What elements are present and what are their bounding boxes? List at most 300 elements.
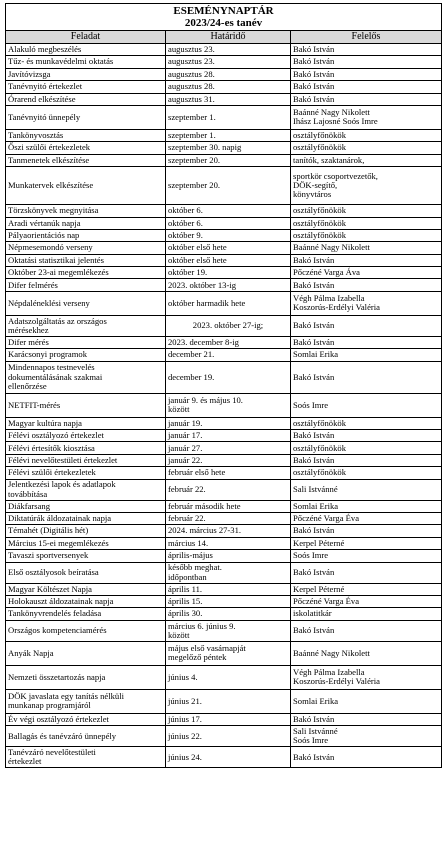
deadline-cell [166, 689, 291, 713]
deadline-cell [166, 537, 291, 549]
responsible-cell [291, 205, 442, 217]
responsible-cell [291, 608, 442, 620]
responsible-text: Bakó István [293, 279, 335, 290]
task-cell [6, 430, 166, 442]
responsible-cell [291, 620, 442, 641]
deadline-text: október első hete [168, 254, 227, 265]
deadline-cell [166, 229, 291, 241]
task-text: ellenőrzése [8, 380, 47, 391]
table-row [6, 361, 442, 393]
task-cell [6, 44, 166, 56]
responsible-text: Bakó István [293, 68, 335, 79]
responsible-text: Baánné Nagy Nikolett [293, 242, 370, 253]
task-text: Ballagás és tanévzáró ünnepély [8, 730, 117, 741]
table-row [6, 129, 442, 141]
task-text: Országos kompetenciamérés [8, 625, 107, 636]
responsible-cell [291, 454, 442, 466]
deadline-cell [166, 562, 291, 583]
responsible-text: könyvtáros [293, 189, 332, 200]
responsible-text: Bakó István [293, 566, 335, 577]
task-text: munkanap programjáról [8, 700, 91, 711]
deadline-cell [166, 336, 291, 348]
responsible-text: Végh Pálma Izabella [293, 667, 365, 678]
responsible-cell [291, 442, 442, 454]
responsible-text: Bakó István [293, 371, 335, 382]
table-row [6, 393, 442, 417]
task-cell [6, 608, 166, 620]
responsible-text: sportkör csoportvezetők, [293, 170, 378, 181]
deadline-cell [166, 454, 291, 466]
task-cell [6, 500, 166, 512]
task-text: Őszi szülői értekezletek [8, 142, 91, 153]
deadline-text: január 17. [168, 430, 203, 441]
table-row [6, 442, 442, 454]
deadline-text: időpontban [168, 571, 207, 582]
deadline-cell [166, 167, 291, 205]
task-text: értekezlet [8, 756, 42, 767]
deadline-text: szeptember 1. [168, 111, 216, 122]
responsible-text: osztályfőnökök [293, 142, 346, 153]
responsible-cell [291, 747, 442, 768]
table-row [6, 315, 442, 336]
task-cell [6, 726, 166, 747]
task-text: Témahét (Digitális hét) [8, 525, 89, 536]
task-cell [6, 454, 166, 466]
responsible-cell [291, 279, 442, 291]
deadline-text: megelőző péntek [168, 652, 227, 663]
header-row [6, 31, 442, 44]
responsible-cell [291, 583, 442, 595]
task-cell [6, 665, 166, 689]
task-cell [6, 689, 166, 713]
deadline-cell [166, 291, 291, 315]
deadline-cell [166, 393, 291, 417]
task-text: DÖK javaslata egy tanítás nélküli [8, 691, 124, 702]
deadline-cell [166, 583, 291, 595]
task-cell [6, 562, 166, 583]
task-text: Tanévzáró nevelőtestületi [8, 746, 96, 757]
responsible-cell [291, 713, 442, 725]
responsible-text: osztályfőnökök [293, 217, 346, 228]
responsible-cell [291, 349, 442, 361]
deadline-text: február 22. [168, 513, 206, 524]
responsible-text: Somlai Erika [293, 500, 339, 511]
responsible-cell [291, 105, 442, 129]
task-cell [6, 315, 166, 336]
deadline-cell [166, 641, 291, 665]
table-row [6, 726, 442, 747]
deadline-cell [166, 442, 291, 454]
responsible-text: Pőczéné Varga Éva [293, 513, 360, 524]
task-cell [6, 129, 166, 141]
responsible-text: Soós Imre [293, 550, 329, 561]
table-row [6, 336, 442, 348]
table-row [6, 93, 442, 105]
deadline-cell [166, 217, 291, 229]
responsible-text: Bakó István [293, 713, 335, 724]
task-text: Törzskönyvek megnyitása [8, 205, 99, 216]
deadline-text: május első vasárnapját [168, 643, 246, 654]
deadline-text: június 24. [168, 751, 202, 762]
deadline-text: között [168, 404, 190, 415]
deadline-cell [166, 44, 291, 56]
table-row [6, 81, 442, 93]
deadline-cell [166, 665, 291, 689]
responsible-cell [291, 595, 442, 607]
table-row [6, 467, 442, 479]
deadline-cell [166, 512, 291, 524]
table-title: ESEMÉNYNAPTÁR [173, 5, 274, 17]
responsible-text: tanítók, szaktanárok, [293, 154, 365, 165]
task-text: Diktatúrák áldozatainak napja [8, 513, 112, 524]
table-row [6, 291, 442, 315]
task-cell [6, 217, 166, 229]
responsible-cell [291, 254, 442, 266]
responsible-cell [291, 525, 442, 537]
task-cell [6, 417, 166, 429]
task-text: Karácsonyi programok [8, 349, 87, 360]
title-row [6, 4, 442, 31]
responsible-text: osztályfőnökök [293, 442, 346, 453]
task-cell [6, 154, 166, 166]
table-row [6, 537, 442, 549]
deadline-cell [166, 279, 291, 291]
deadline-cell [166, 479, 291, 500]
responsible-cell [291, 154, 442, 166]
deadline-cell [166, 595, 291, 607]
responsible-cell [291, 479, 442, 500]
task-cell [6, 254, 166, 266]
deadline-text: augusztus 23. [168, 44, 215, 55]
deadline-cell [166, 242, 291, 254]
deadline-text: április 11. [168, 583, 203, 594]
table-row [6, 608, 442, 620]
responsible-text: Ihász Lajosné Soós Imre [293, 116, 378, 127]
responsible-cell [291, 430, 442, 442]
deadline-text: december 19. [168, 371, 215, 382]
task-text: továbbítása [8, 488, 48, 499]
task-cell [6, 361, 166, 393]
responsible-cell [291, 142, 442, 154]
responsible-text: Bakó István [293, 336, 335, 347]
table-row [6, 44, 442, 56]
task-text: Adatszolgáltatás az országos [8, 315, 107, 326]
task-text: Népdaléneklési verseny [8, 297, 90, 308]
deadline-cell [166, 93, 291, 105]
task-cell [6, 583, 166, 595]
responsible-cell [291, 641, 442, 665]
table-row [6, 105, 442, 129]
responsible-text: Soós Imre [293, 399, 329, 410]
task-text: Tavaszi sportversenyek [8, 550, 89, 561]
task-text: Anyák Napja [8, 647, 54, 658]
task-cell [6, 747, 166, 768]
responsible-text: iskolatitkár [293, 608, 332, 619]
table-row [6, 217, 442, 229]
task-text: Magyar kultúra napja [8, 417, 82, 428]
table-row [6, 68, 442, 80]
responsible-cell [291, 562, 442, 583]
responsible-cell [291, 93, 442, 105]
task-cell [6, 279, 166, 291]
responsible-text: osztályfőnökök [293, 205, 346, 216]
table-row [6, 229, 442, 241]
task-cell [6, 267, 166, 279]
table-row [6, 279, 442, 291]
deadline-text: szeptember 20. [168, 180, 221, 191]
responsible-text: Somlai Erika [293, 349, 339, 360]
task-cell [6, 68, 166, 80]
responsible-text: Bakó István [293, 430, 335, 441]
responsible-text: Kerpel Péterné [293, 583, 345, 594]
task-cell [6, 595, 166, 607]
task-text: Jelentkezési lapok és adatlapok [8, 479, 116, 490]
responsible-cell [291, 537, 442, 549]
responsible-text: Baánné Nagy Nikolett [293, 647, 370, 658]
deadline-text: október 6. [168, 205, 203, 216]
task-cell [6, 105, 166, 129]
header-deadline: Határidő [166, 31, 291, 44]
table-row [6, 620, 442, 641]
deadline-text: június 21. [168, 695, 202, 706]
task-text: Tankönyvrendelés feladása [8, 608, 102, 619]
task-text: Órarend elkészítése [8, 93, 76, 104]
task-cell [6, 512, 166, 524]
responsible-text: Soós Imre [293, 735, 329, 746]
task-text: Első osztályosok beíratása [8, 566, 99, 577]
task-text: Aradi vértanúk napja [8, 217, 81, 228]
responsible-cell [291, 689, 442, 713]
task-text: Mindennapos testnevelés [8, 362, 95, 373]
task-text: Népmesemondó verseny [8, 242, 93, 253]
deadline-text: április-május [168, 550, 213, 561]
deadline-cell [166, 713, 291, 725]
responsible-cell [291, 467, 442, 479]
task-text: Tanmenetek elkészítése [8, 154, 90, 165]
responsible-cell [291, 81, 442, 93]
task-cell [6, 479, 166, 500]
deadline-text: december 21. [168, 349, 215, 360]
responsible-cell [291, 217, 442, 229]
deadline-cell [166, 142, 291, 154]
responsible-cell [291, 229, 442, 241]
responsible-text: Bakó István [293, 44, 335, 55]
table-row [6, 550, 442, 562]
deadline-cell [166, 105, 291, 129]
responsible-cell [291, 393, 442, 417]
deadline-text: március 6. június 9. [168, 620, 236, 631]
responsible-cell [291, 361, 442, 393]
responsible-text: Pőczéné Varga Éva [293, 596, 360, 607]
header-task: Feladat [6, 31, 166, 44]
deadline-cell [166, 56, 291, 68]
responsible-text: osztályfőnökök [293, 467, 346, 478]
task-text: Nemzeti összetartozás napja [8, 671, 106, 682]
task-text: Félévi értesítők kiosztása [8, 442, 95, 453]
deadline-cell [166, 254, 291, 266]
task-text: Október 23-ai megemlékezés [8, 267, 109, 278]
event-calendar [5, 3, 441, 768]
task-text: Év végi osztályozó értekezlet [8, 713, 109, 724]
responsible-text: Sali Istvánné [293, 483, 338, 494]
task-text: Difer mérés [8, 336, 49, 347]
deadline-text: 2024. március 27-31. [168, 525, 242, 536]
responsible-text: Bakó István [293, 81, 335, 92]
responsible-text: Bakó István [293, 56, 335, 67]
deadline-text: augusztus 28. [168, 68, 215, 79]
deadline-text: október első hete [168, 242, 227, 253]
deadline-text: június 22. [168, 730, 202, 741]
task-text: Március 15-ei megemlékezés [8, 537, 109, 548]
responsible-text: Somlai Erika [293, 695, 339, 706]
task-cell [6, 620, 166, 641]
table-row [6, 512, 442, 524]
responsible-cell [291, 665, 442, 689]
task-cell [6, 93, 166, 105]
task-text: Magyar Költészet Napja [8, 583, 92, 594]
responsible-text: Sali Istvánné [293, 725, 338, 736]
table-title-cell [6, 4, 442, 31]
responsible-cell [291, 726, 442, 747]
table-row [6, 454, 442, 466]
responsible-cell [291, 56, 442, 68]
deadline-text: 2023. december 8-ig [168, 336, 239, 347]
deadline-cell [166, 726, 291, 747]
table-row [6, 525, 442, 537]
responsible-cell [291, 267, 442, 279]
responsible-text: Koszorús-Erdélyi Valéria [293, 676, 380, 687]
task-cell [6, 467, 166, 479]
task-cell [6, 142, 166, 154]
task-cell [6, 81, 166, 93]
deadline-cell [166, 68, 291, 80]
responsible-text: Bakó István [293, 625, 335, 636]
responsible-text: Bakó István [293, 320, 335, 331]
responsible-cell [291, 550, 442, 562]
deadline-text: 2023. október 13-ig [168, 279, 237, 290]
deadline-text: között [168, 629, 190, 640]
deadline-text: október harmadik hete [168, 297, 246, 308]
table-row [6, 665, 442, 689]
task-text: Tűz- és munkavédelmi oktatás [8, 56, 114, 67]
responsible-text: Pőczéné Varga Áva [293, 267, 360, 278]
table-row [6, 747, 442, 768]
task-text: Tankönyvosztás [8, 130, 64, 141]
table-subtitle: 2023/24-es tanév [184, 17, 263, 29]
task-cell [6, 336, 166, 348]
responsible-cell [291, 291, 442, 315]
deadline-text: január 9. és május 10. [168, 394, 243, 405]
deadline-cell [166, 154, 291, 166]
task-cell [6, 525, 166, 537]
responsible-text: Bakó István [293, 751, 335, 762]
deadline-cell [166, 747, 291, 768]
deadline-text: június 4. [168, 671, 198, 682]
responsible-text: Baánné Nagy Nikolett [293, 107, 370, 118]
responsible-text: Bakó István [293, 525, 335, 536]
deadline-text: szeptember 1. [168, 130, 216, 141]
task-text: Javítóvizsga [8, 68, 51, 79]
deadline-cell [166, 129, 291, 141]
task-text: mérésekhez [8, 324, 49, 335]
deadline-cell [166, 430, 291, 442]
deadline-text: szeptember 30. napig [168, 142, 242, 153]
task-cell [6, 56, 166, 68]
table-row [6, 641, 442, 665]
deadline-text: január 22. [168, 454, 203, 465]
task-text: Félévi osztályozó értekezlet [8, 430, 104, 441]
deadline-cell [166, 267, 291, 279]
deadline-text: február második hete [168, 500, 241, 511]
task-cell [6, 393, 166, 417]
table-row [6, 267, 442, 279]
deadline-text: április 15. [168, 596, 203, 607]
deadline-text: augusztus 23. [168, 56, 215, 67]
responsible-cell [291, 167, 442, 205]
deadline-cell [166, 417, 291, 429]
deadline-text: június 17. [168, 713, 202, 724]
deadline-text: később meghat. [168, 562, 222, 573]
responsible-text: osztályfőnökök [293, 417, 346, 428]
task-cell [6, 229, 166, 241]
header-responsible: Felelős [291, 31, 442, 44]
deadline-text: február 22. [168, 483, 206, 494]
event-table [5, 3, 442, 768]
deadline-cell [166, 315, 291, 336]
table-row [6, 142, 442, 154]
responsible-cell [291, 336, 442, 348]
deadline-text: február első hete [168, 467, 226, 478]
table-row [6, 500, 442, 512]
responsible-cell [291, 68, 442, 80]
table-row [6, 713, 442, 725]
task-cell [6, 167, 166, 205]
table-row [6, 430, 442, 442]
responsible-cell [291, 315, 442, 336]
deadline-cell [166, 608, 291, 620]
task-cell [6, 242, 166, 254]
responsible-text: Bakó István [293, 254, 335, 265]
table-row [6, 349, 442, 361]
table-row [6, 689, 442, 713]
table-row [6, 167, 442, 205]
task-text: Alakuló megbeszélés [8, 44, 82, 55]
task-cell [6, 442, 166, 454]
task-text: Munkatervek elkészítése [8, 180, 94, 191]
responsible-text: Bakó István [293, 454, 335, 465]
deadline-text: augusztus 28. [168, 81, 215, 92]
deadline-text: január 19. [168, 417, 203, 428]
task-text: Difer felmérés [8, 279, 58, 290]
deadline-text: október 9. [168, 230, 203, 240]
responsible-cell [291, 129, 442, 141]
responsible-text: Koszorús-Erdélyi Valéria [293, 302, 380, 313]
responsible-cell [291, 44, 442, 56]
deadline-text: március 14. [168, 537, 209, 548]
responsible-text: Végh Pálma Izabella [293, 293, 365, 304]
responsible-text: DÖK-segítő, [293, 180, 338, 191]
responsible-text: osztályfőnökök [293, 230, 346, 240]
deadline-text: 2023. október 27-ig; [192, 320, 264, 331]
table-row [6, 595, 442, 607]
responsible-cell [291, 242, 442, 254]
task-text: Oktatási statisztikai jelentés [8, 254, 104, 265]
task-cell [6, 205, 166, 217]
task-text: Tanévnyitó értekezlet [8, 81, 83, 92]
table-row [6, 56, 442, 68]
deadline-cell [166, 361, 291, 393]
task-text: Pályaorientációs nap [8, 230, 80, 240]
